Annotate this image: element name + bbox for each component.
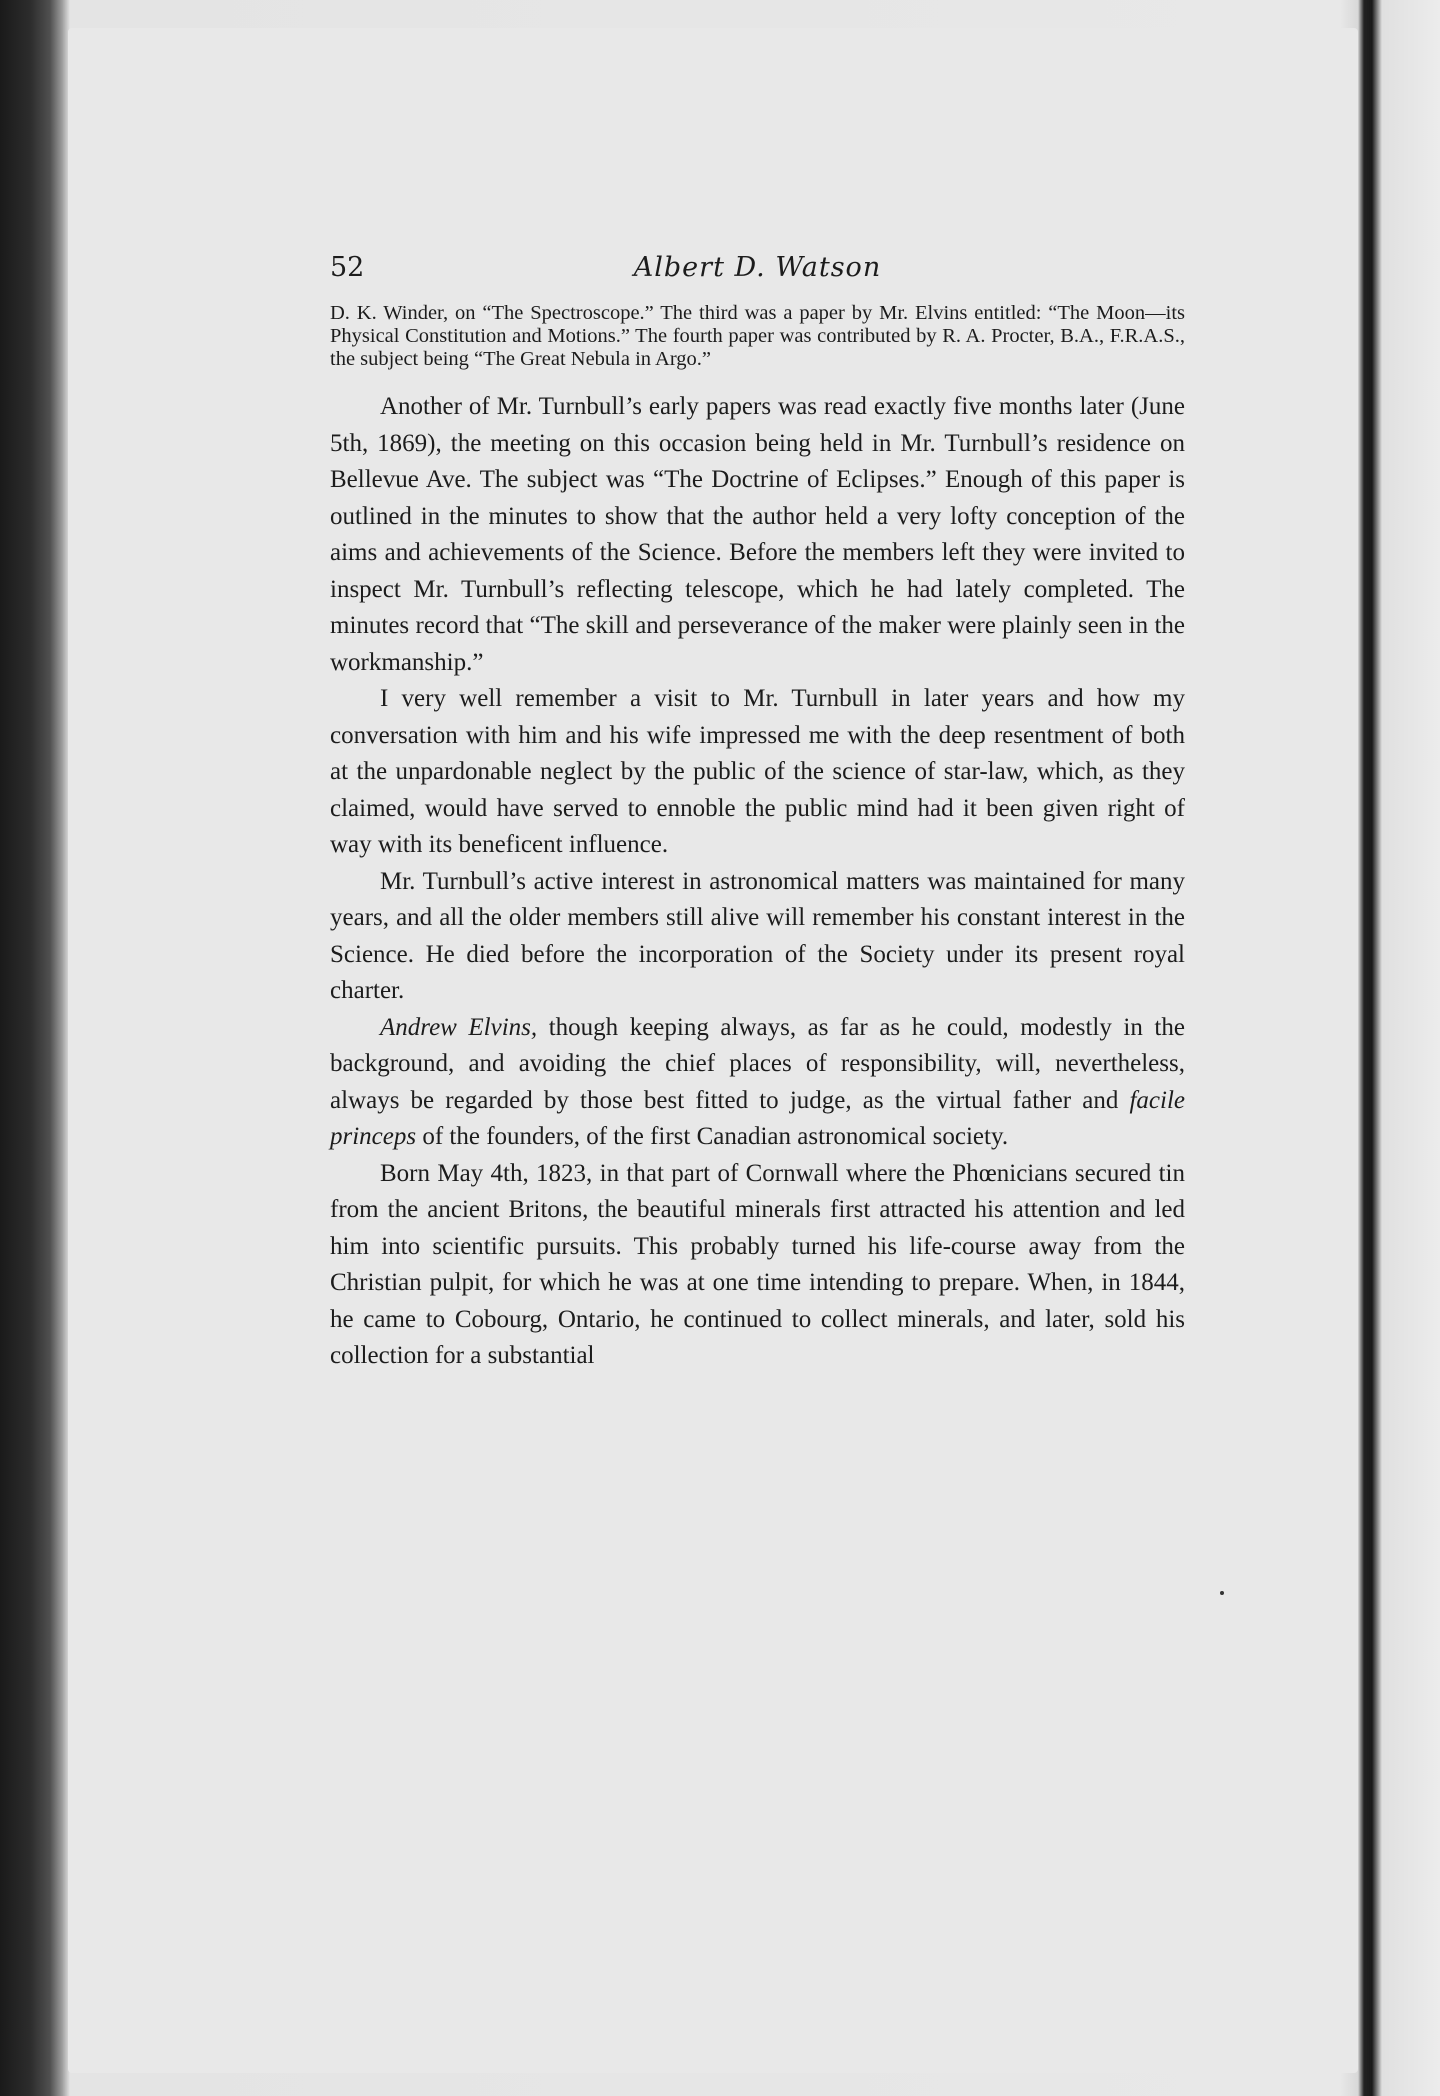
page-number: 52	[330, 252, 365, 283]
paragraph-andrew-elvins	[330, 1010, 1185, 1156]
latin-phrase: facile princeps	[330, 1086, 1185, 1150]
page-text	[330, 252, 1185, 1375]
paragraph-turnbull-interest: Mr. Turnbull’s active interest in astronomical matters was maintained for many years, and all the older members still alive will remember his constant interest in the Science. He died before the incorporation of the Society under its present royal charter.	[330, 867, 1185, 1004]
elvins-name: Andrew Elvins,	[380, 1013, 538, 1041]
elvins-text-a: though keeping always, as far as he could, modestly in the background, and avoiding the chief places of responsibility, will, nevertheless, always be regarded by those best fitted to judge, as the virtual father and	[330, 1013, 1185, 1114]
paragraph-elvins-birth: Born May 4th, 1823, in that part of Cornwall where the Phœnicians secured tin from the ancient Britons, the beautiful minerals first attracted his attention and led him into scientific pursuits. This probably turned his life-course away from the Christian pulpit, for which he was at one time intending to prepare. When, in 1844, he came to Cobourg, Ontario, he continued to collect minerals, and later, sold his collection for a substantial	[330, 1159, 1185, 1369]
running-title: Albert D. Watson	[633, 252, 882, 283]
page-header	[330, 252, 1185, 292]
elvins-text-b: of the founders, of the first Canadian astronomical society.	[416, 1123, 1009, 1150]
quoted-minutes-paragraph: D. K. Winder, on “The Spectroscope.” The third was a paper by Mr. Elvins entitled: “The Moon—its Physical Constitution and Motions.” The fourth paper was contributed by R. A. Procter, B.A., F.R.A.S., the subject being “The Great Nebula in Argo.”	[330, 302, 1185, 370]
paragraph-visit-to-turnbull: I very well remember a visit to Mr. Turnbull in later years and how my conversation with him and his wife impressed me with the deep resentment of both at the unpardonable neglect by the public of the science of star-law, which, as they claimed, would have served to ennoble the public mind had it been given right of way with its beneficent influence.	[330, 685, 1185, 858]
speck	[1220, 1591, 1224, 1595]
paragraph-doctrine-of-eclipses: Another of Mr. Turnbull’s early papers was read exactly five months later (June 5th, 1869), the meeting on this occasion being held in Mr. Turnbull’s residence on Bellevue Ave. The subject was “The Doctrine of Eclipses.” Enough of this paper is outlined in the minutes to show that the author held a very lofty conception of the aims and achievements of the Science. Before the members left they were invited to inspect Mr. Turnbull’s reflecting telescope, which he had lately completed. The minutes record that “The skill and perseverance of the maker were plainly seen in the workmanship.”	[330, 393, 1185, 676]
